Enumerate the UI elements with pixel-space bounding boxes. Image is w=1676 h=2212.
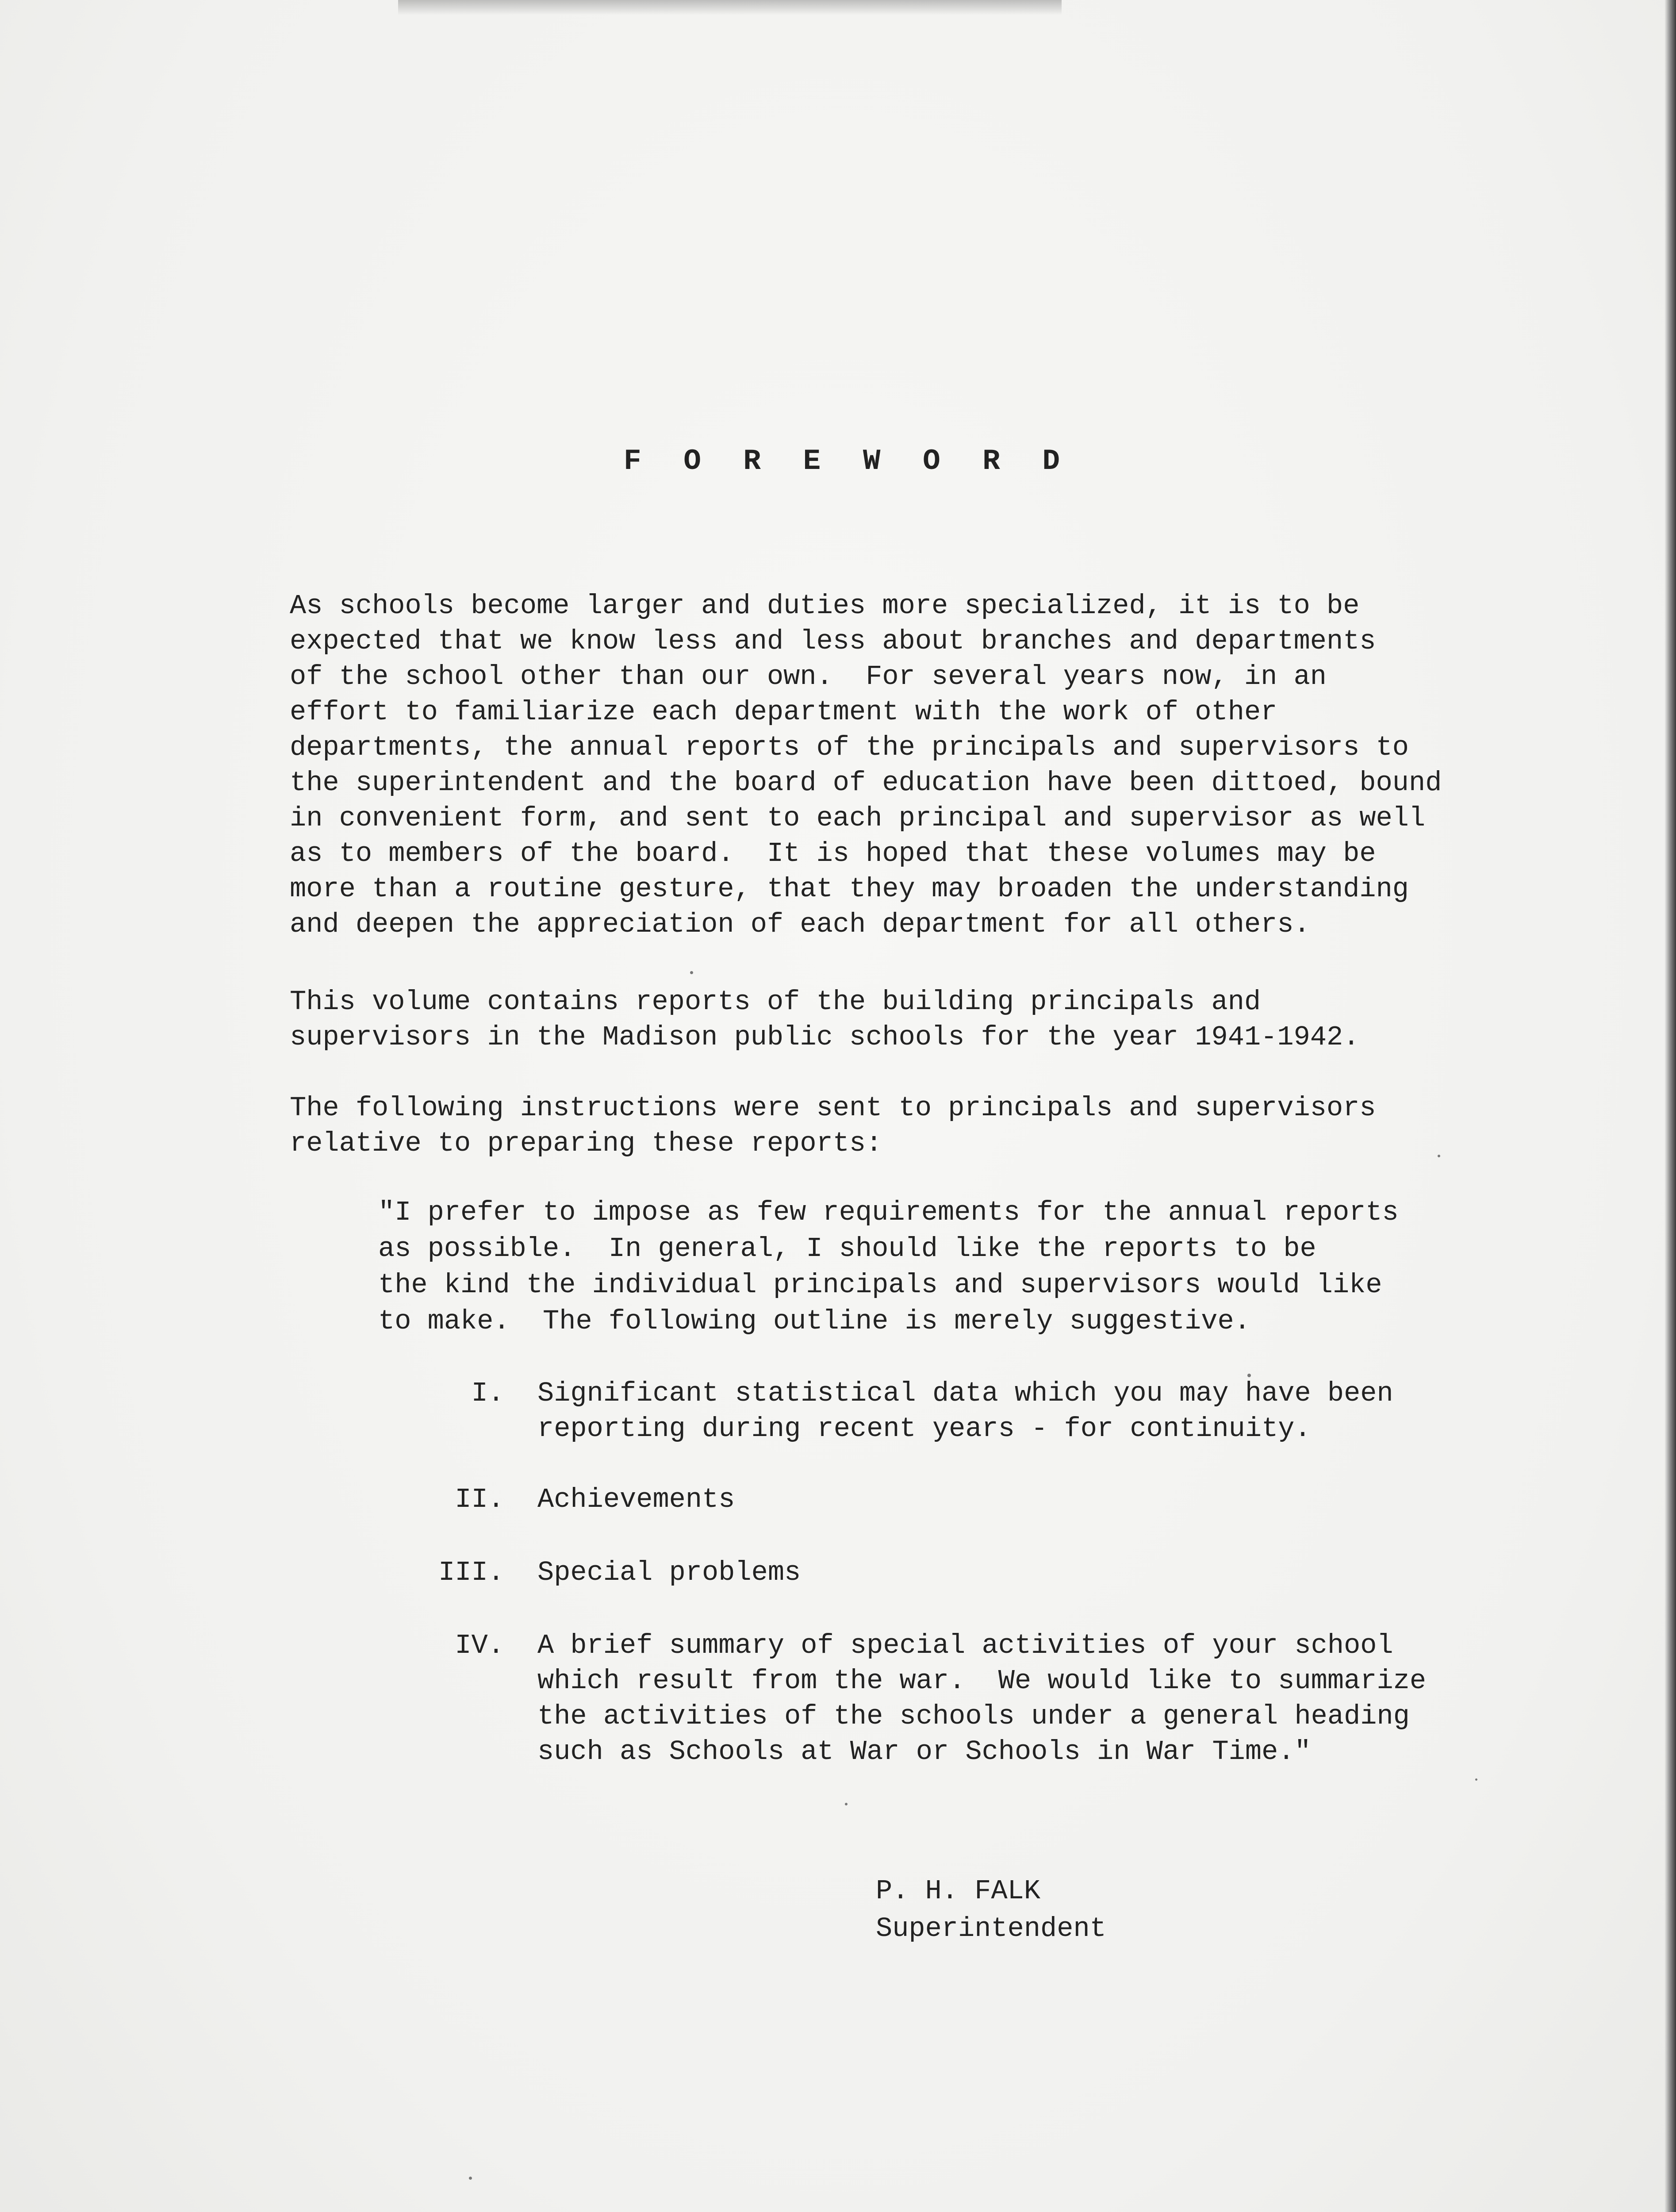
scan-speck: [845, 1803, 848, 1805]
page-edge-shadow: [1664, 0, 1676, 2212]
outline-text: Special problems: [537, 1557, 801, 1588]
outline-text: Significant statistical data which you may have been reporting during recent years - for continuity.: [537, 1378, 1393, 1444]
outline-numeral: III.: [438, 1557, 504, 1588]
signature-name: P. H. FALK: [876, 1875, 1041, 1907]
scan-speck: [1438, 1155, 1440, 1157]
page-title: F O R E W O R D: [624, 445, 1073, 478]
instructions-quote: "I prefer to impose as few requirements for the annual reports as possible. In general, I should like the reports to be the kind the individual principals and supervisors would like to make. The following outline is merely suggestive.: [378, 1197, 1399, 1337]
outline-numeral: I.: [471, 1378, 504, 1409]
scan-speck: [1475, 1778, 1477, 1781]
scan-speck: [690, 971, 693, 974]
page-top-smudge: [398, 0, 1062, 15]
scan-speck: [469, 2177, 472, 2180]
outline-text: Achievements: [537, 1484, 735, 1515]
foreword-paragraph-1: As schools become larger and duties more specialized, it is to be expected that we know less and less about branches and departments of the school other than our own. For several years now, in an effort to familiarize each department with the work of other departments, the annual reports of the principals and supervisors to the superintendent and the board of education have been dittoed, bound in convenient form, and sent to each principal and supervisor as well as to members of the board. It is hoped that these volumes may be more than a routine gesture, that they may broaden the understanding and deepen the appreciation of each department for all others.: [290, 590, 1442, 940]
outline-numeral: IV.: [455, 1630, 504, 1661]
foreword-paragraph-3: The following instructions were sent to principals and supervisors relative to preparing these reports:: [290, 1092, 1376, 1159]
signature-title: Superintendent: [876, 1913, 1106, 1944]
outline-numeral: II.: [455, 1484, 504, 1515]
scan-speck: [1247, 1374, 1251, 1377]
foreword-paragraph-2: This volume contains reports of the building principals and supervisors in the Madison public schools for the year 1941-1942.: [290, 986, 1360, 1053]
outline-text: A brief summary of special activities of your school which result from the war. We would like to summarize the activities of the schools under a general heading such as Schools at War or Schools in War Time.": [537, 1630, 1427, 1767]
